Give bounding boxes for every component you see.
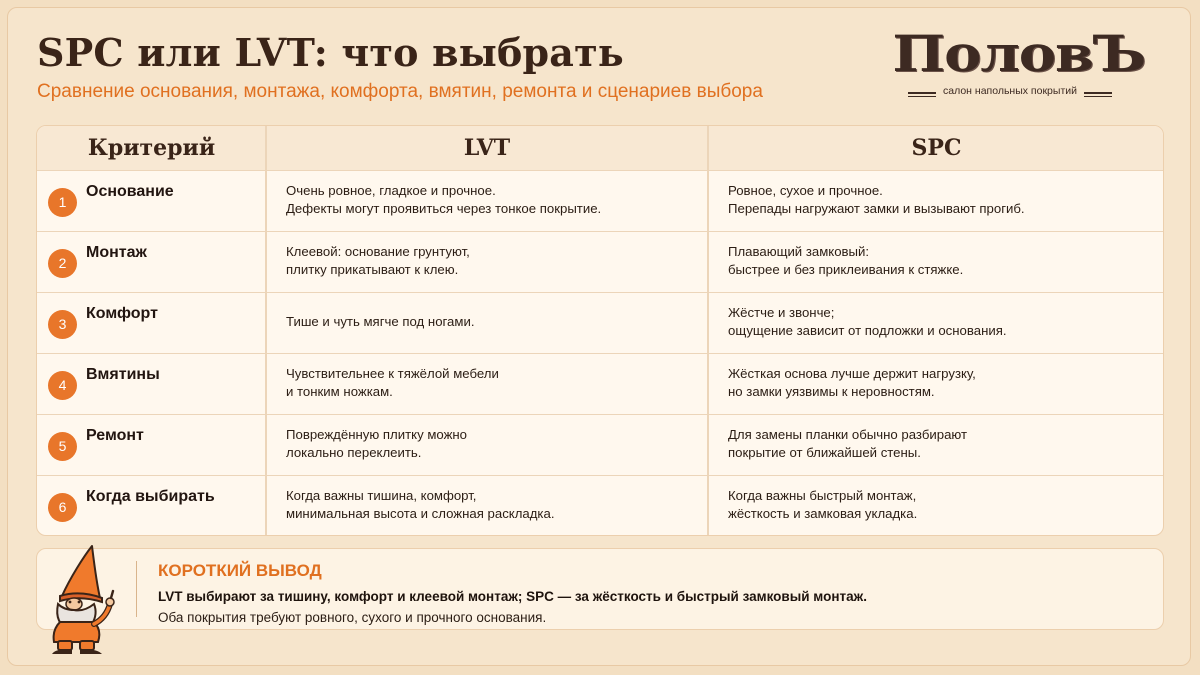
table-row — [37, 414, 1163, 475]
spc-cell-line: жёсткость и замковая укладка. — [728, 506, 918, 521]
row-number-badge: 5 — [48, 432, 77, 461]
criterion-label: Основание — [86, 183, 174, 200]
spc-cell-line: Перепады нагружают замки и вызывают прогиб. — [728, 201, 1025, 216]
gnome-icon — [40, 544, 126, 656]
lvt-cell — [286, 182, 601, 218]
spc-cell-line: но замки уязвимы к неровностям. — [728, 384, 935, 399]
table-header — [37, 126, 1163, 170]
spc-cell-line: Жёстче и звонче; — [728, 305, 835, 320]
row-number-badge: 6 — [48, 493, 77, 522]
lvt-cell — [286, 426, 467, 462]
spc-cell — [728, 365, 976, 401]
lvt-cell-line: Дефекты могут проявиться через тонкое покрытие. — [286, 201, 602, 216]
spc-cell-line: Плавающий замковый: — [728, 244, 870, 259]
lvt-cell — [286, 313, 475, 331]
table-row — [37, 231, 1163, 292]
logo-rule-right — [1084, 92, 1112, 94]
summary-box — [36, 548, 1164, 630]
brand-logo — [892, 24, 1146, 102]
lvt-cell-line: и тонким ножкам. — [286, 384, 393, 399]
row-number-badge: 3 — [48, 310, 77, 339]
comparison-table — [36, 125, 1164, 536]
spc-cell-line: ощущение зависит от подложки и основания. — [728, 323, 1007, 338]
criterion-label: Когда выбирать — [86, 488, 215, 505]
lvt-cell-line: Чувствительнее к тяжёлой мебели — [286, 366, 499, 381]
spc-cell-line: Когда важны быстрый монтаж, — [728, 488, 917, 503]
spc-cell-line: покрытие от ближайшей стены. — [728, 445, 921, 460]
spc-cell — [728, 182, 1025, 218]
lvt-cell-line: Тише и чуть мягче под ногами. — [286, 314, 475, 329]
spc-cell-line: Жёсткая основа лучше держит нагрузку, — [728, 366, 976, 381]
lvt-cell-line: Повреждённую плитку можно — [286, 427, 468, 442]
table-row — [37, 170, 1163, 231]
header-criterion: Критерий — [87, 135, 216, 161]
spc-cell — [728, 304, 1007, 340]
table-row — [37, 292, 1163, 353]
summary-text: Оба покрытия требуют ровного, сухого и прочного основания. — [158, 610, 547, 625]
lvt-cell — [286, 487, 555, 523]
page-subtitle: Сравнение основания, монтажа, комфорта, вмятин, ремонта и сценариев выбора — [37, 81, 763, 102]
lvt-cell-line: Очень ровное, гладкое и прочное. — [286, 183, 496, 198]
spc-cell-line: Для замены планки обычно разбирают — [728, 427, 968, 442]
spc-cell — [728, 243, 963, 279]
table-row — [37, 353, 1163, 414]
lvt-cell-line: минимальная высота и сложная раскладка. — [286, 506, 555, 521]
spc-cell — [728, 426, 967, 462]
spc-cell-line: быстрее и без приклеивания к стяжке. — [728, 262, 964, 277]
criterion-label: Ремонт — [86, 427, 144, 444]
lvt-cell-line: Когда важны тишина, комфорт, — [286, 488, 477, 503]
lvt-cell-line: Клеевой: основание грунтуют, — [286, 244, 470, 259]
header-lvt: LVT — [463, 135, 511, 161]
lvt-cell — [286, 365, 499, 401]
row-number-badge: 1 — [48, 188, 77, 217]
logo-wordmark: ПоловЪ — [892, 24, 1146, 83]
page-title: SPC или LVT: что выбрать — [37, 30, 624, 75]
summary-divider — [136, 561, 137, 617]
lvt-cell-line: локально переклеить. — [286, 445, 422, 460]
criterion-label: Монтаж — [86, 244, 147, 261]
summary-bold-text: LVT выбирают за тишину, комфорт и клеевой монтаж; SPC — за жёсткость и быстрый замковый монтаж. — [158, 589, 867, 604]
criterion-label: Комфорт — [86, 305, 158, 322]
summary-title: КОРОТКИЙ ВЫВОД — [158, 561, 322, 580]
header-spc: SPC — [911, 135, 962, 161]
lvt-cell-line: плитку прикатывают к клею. — [286, 262, 459, 277]
table-row — [37, 475, 1163, 536]
spc-cell-line: Ровное, сухое и прочное. — [728, 183, 883, 198]
row-number-badge: 4 — [48, 371, 77, 400]
logo-tagline: салон напольных покрытий — [943, 85, 1077, 97]
spc-cell — [728, 487, 917, 523]
row-number-badge: 2 — [48, 249, 77, 278]
criterion-label: Вмятины — [86, 366, 160, 383]
lvt-cell — [286, 243, 470, 279]
